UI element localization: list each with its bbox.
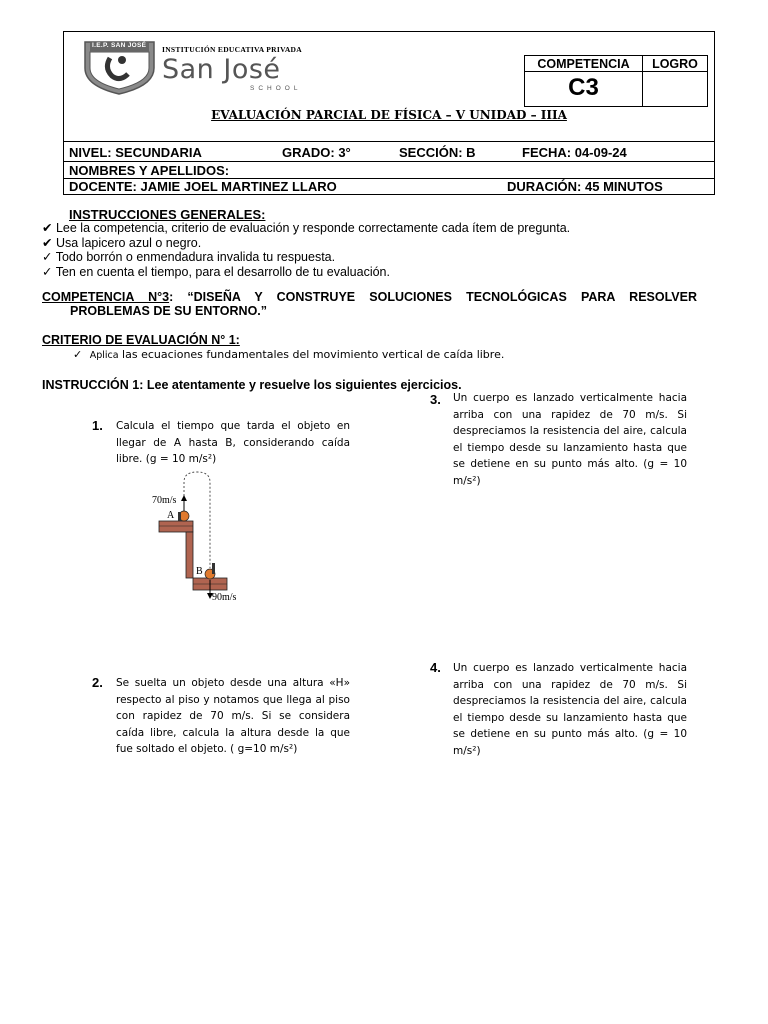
- list-item: [42, 221, 570, 236]
- logo-name: San José: [162, 54, 281, 85]
- question-number: 4.: [430, 660, 441, 675]
- competencia-label: COMPETENCIA: [537, 57, 630, 71]
- question-number: 2.: [92, 675, 103, 690]
- list-item: [42, 236, 570, 251]
- competencia-label: COMPETENCIA N°3: [42, 290, 170, 304]
- competencia-logro-table: [524, 55, 708, 107]
- question-text: Un cuerpo es lanzado verticalmente hacia arriba con una rapidez de 70 m/s. Si despreciamos la resistencia del aire, calcula el tiempo desde su lanzamiento hasta que se detiene en su punto más alto. (g = 10 m/s²): [453, 662, 687, 757]
- point-b-label: B: [196, 566, 203, 577]
- competencia-text-2: PROBLEMAS DE SU ENTORNO.”: [70, 304, 268, 318]
- criterio-heading: CRITERIO DE EVALUACIÓN N° 1:: [42, 333, 240, 347]
- check-icon: ✔: [42, 234, 53, 250]
- free-fall-diagram: [150, 470, 260, 605]
- duracion: DURACIÓN: 45 MINUTOS: [507, 179, 663, 194]
- instruction-text: Usa lapicero azul o negro.: [55, 235, 202, 250]
- check-icon: ✔: [42, 220, 53, 235]
- divider: [64, 141, 714, 142]
- instructions-heading: INSTRUCCIONES GENERALES:: [69, 207, 266, 222]
- instruction-text: Lee la competencia, criterio de evaluación y responde correctamente cada ítem de pregunta.: [55, 221, 571, 235]
- criterio-item: [73, 347, 504, 361]
- table-divider: [525, 71, 707, 72]
- point-a-label: A: [167, 510, 175, 521]
- question-number: 1.: [92, 418, 103, 433]
- instructions-list: [42, 221, 570, 279]
- check-icon: ✓: [73, 348, 83, 361]
- velocity-top-label: 70m/s: [152, 495, 177, 506]
- nombres-field[interactable]: NOMBRES Y APELLIDOS:: [69, 163, 230, 178]
- logo-institution: INSTITUCIÓN EDUCATIVA PRIVADA: [162, 45, 302, 54]
- school-logo: [82, 40, 317, 96]
- fecha: FECHA: 04-09-24: [522, 145, 627, 160]
- page-title: EVALUACIÓN PARCIAL DE FÍSICA – V UNIDAD – IIIA: [211, 108, 567, 122]
- instruccion-1: INSTRUCCIÓN 1: Lee atentamente y resuelve los siguientes ejercicios.: [42, 378, 462, 392]
- docente: DOCENTE: JAMIE JOEL MARTINEZ LLARO: [69, 179, 337, 194]
- seccion: SECCIÓN: B: [399, 145, 476, 160]
- divider: [64, 161, 714, 162]
- check-icon: ✓: [42, 263, 53, 279]
- list-item: [42, 265, 570, 280]
- question-text: Calcula el tiempo que tarda el objeto en llegar de A hasta B, considerando caída libre. (g = 10 m/s²): [116, 420, 350, 465]
- check-icon: ✓: [42, 249, 53, 264]
- list-item: [42, 250, 570, 265]
- competencia-statement: [42, 290, 697, 318]
- nivel: NIVEL: SECUNDARIA: [69, 145, 202, 160]
- logo-school: SCHOOL: [250, 85, 302, 92]
- question-text: Se suelta un objeto desde una altura «H» respecto al piso y notamos que llega al piso con rapidez de 70 m/s. Si se considera caída libre, calcula la altura desde la que fue soltado el objeto. ( g=10 m/s²): [116, 677, 350, 755]
- competencia-text: : “DISEÑA Y CONSTRUYE SOLUCIONES TECNOLÓGICAS PARA RESOLVER: [169, 290, 698, 304]
- question-number: 3.: [430, 392, 441, 407]
- logro-label: LOGRO: [652, 57, 698, 71]
- instruction-text: Todo borrón o enmendadura invalida tu respuesta.: [55, 250, 336, 264]
- competencia-value: C3: [568, 74, 599, 101]
- criterio-text: las ecuaciones fundamentales del movimiento vertical de caída libre.: [118, 348, 505, 361]
- criterio-aplica: Aplica: [89, 350, 119, 361]
- logo-badge-text: I.E.P. SAN JOSÉ: [92, 42, 147, 49]
- instruction-text: Ten en cuenta el tiempo, para el desarrollo de tu evaluación.: [55, 264, 390, 279]
- velocity-bottom-label: 90m/s: [212, 592, 237, 603]
- question-text: Un cuerpo es lanzado verticalmente hacia arriba con una rapidez de 70 m/s. Si despreciamos la resistencia del aire, calcula el tiempo desde su lanzamiento hasta que se detiene en su punto más alto. (g = 10 m/s²): [453, 392, 687, 487]
- grado: GRADO: 3°: [282, 145, 351, 160]
- free-fall-figure: [150, 470, 260, 605]
